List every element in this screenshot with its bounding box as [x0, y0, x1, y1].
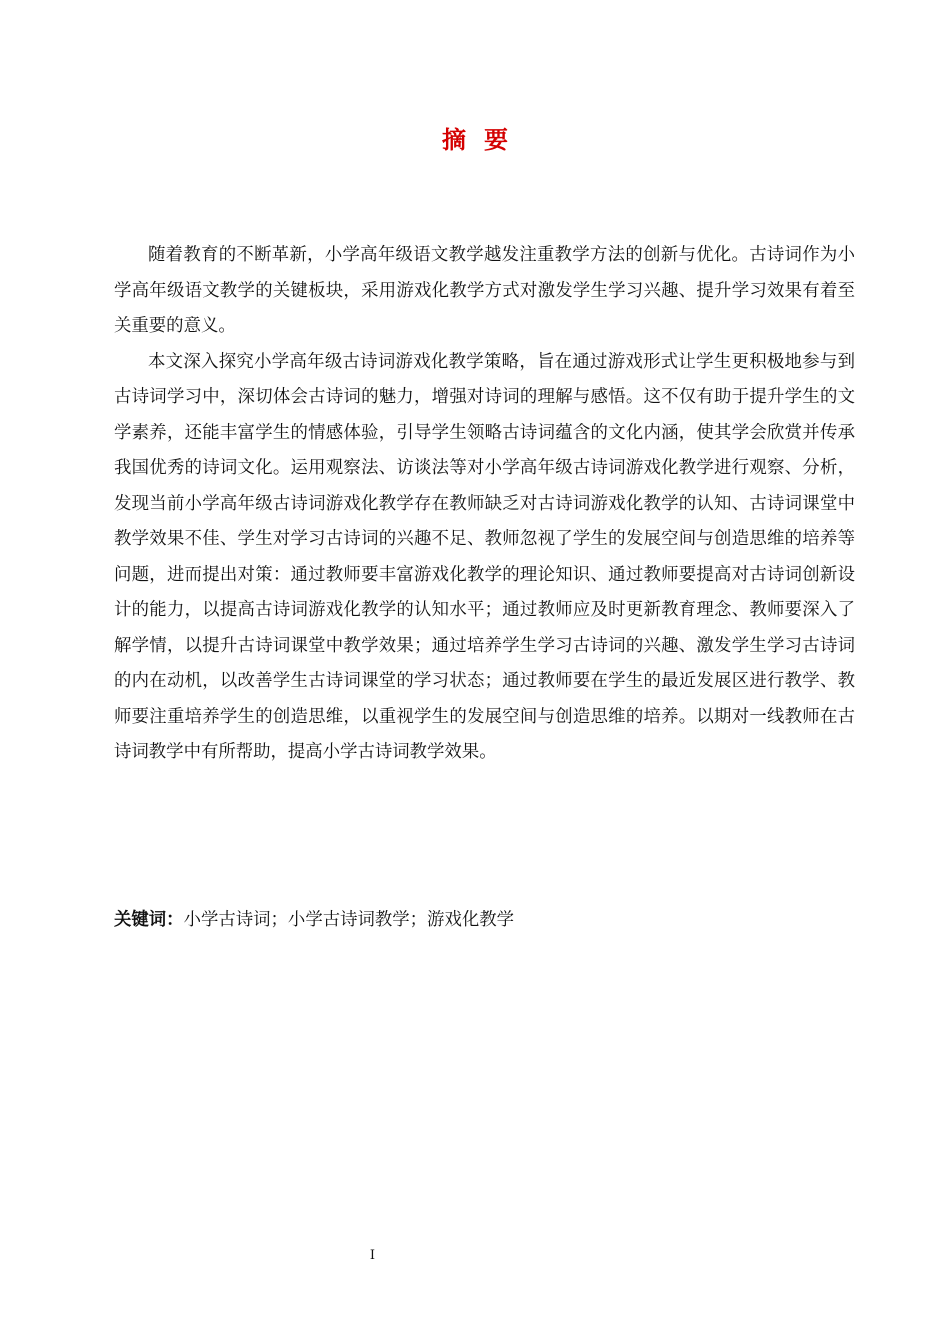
- keywords-line: [114, 905, 855, 935]
- keywords-text: 小学古诗词；小学古诗词教学；游戏化教学: [183, 910, 515, 930]
- abstract-paragraph-2: 本文深入探究小学高年级古诗词游戏化教学策略，旨在通过游戏形式让学生更积极地参与到古诗词学习中，深切体会古诗词的魅力，增强对诗词的理解与感悟。这不仅有助于提升学生的文学素养，还能丰富学生的情感体验，引导学生领略古诗词蕴含的文化内涵，使其学会欣赏并传承我国优秀的诗词文化。运用观察法、访谈法等对小学高年级古诗词游戏化教学进行观察、分析，发现当前小学高年级古诗词游戏化教学存在教师缺乏对古诗词游戏化教学的认知、古诗词课堂中教学效果不佳、学生对学习古诗词的兴趣不足、教师忽视了学生的发展空间与创造思维的培养等问题，进而提出对策：通过教师要丰富游戏化教学的理论知识、通过教师要提高对古诗词创新设计的能力，以提高古诗词游戏化教学的认知水平；通过教师应及时更新教育理念、教师要深入了解学情，以提升古诗词课堂中教学效果；通过培养学生学习古诗词的兴趣、激发学生学习古诗词的内在动机，以改善学生古诗词课堂的学习状态；通过教师要在学生的最近发展区进行教学、教师要注重培养学生的创造思维，以重视学生的发展空间与创造思维的培养。以期对一线教师在古诗词教学中有所帮助，提高小学古诗词教学效果。: [114, 351, 855, 762]
- abstract-title: 摘要: [442, 126, 526, 154]
- abstract-body: [114, 238, 855, 771]
- keywords-label: 关键词：: [114, 910, 184, 930]
- page-number: I: [369, 1248, 376, 1263]
- abstract-paragraph-1: 随着教育的不断革新，小学高年级语文教学越发注重教学方法的创新与优化。古诗词作为小学高年级语文教学的关键板块，采用游戏化教学方式对激发学生学习兴趣、提升学习效果有着至关重要的意义。: [114, 245, 855, 336]
